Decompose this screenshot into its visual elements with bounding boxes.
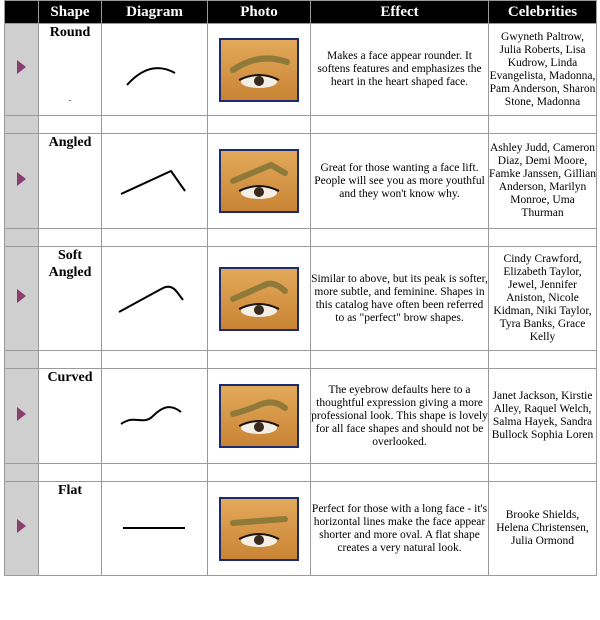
spacer-cell bbox=[311, 116, 489, 134]
row-expand-button[interactable] bbox=[5, 247, 39, 351]
eye-photo bbox=[219, 38, 299, 102]
diagram-angled bbox=[102, 134, 208, 229]
spacer-cell bbox=[208, 464, 311, 482]
play-triangle-icon bbox=[17, 172, 26, 186]
spacer-row bbox=[5, 229, 597, 247]
play-triangle-icon bbox=[17, 289, 26, 303]
row-expand-button[interactable] bbox=[5, 134, 39, 229]
table-row-curved bbox=[5, 369, 597, 464]
row-expand-button[interactable] bbox=[5, 369, 39, 464]
spacer-cell bbox=[489, 464, 597, 482]
shape-name-text: Round bbox=[49, 25, 91, 40]
eyebrow-shapes-table bbox=[4, 0, 597, 576]
effect-text: Great for those wanting a face lift. People will see you as more youthful and they won't know why. bbox=[311, 134, 489, 229]
celebrities-text: Ashley Judd, Cameron Diaz, Demi Moore, Famke Janssen, Gillian Anderson, Marilyn Monroe, Uma Thurman bbox=[489, 134, 597, 229]
shape-name: Angled bbox=[39, 134, 102, 229]
header-diagram: Diagram bbox=[102, 1, 208, 24]
photo-cell bbox=[208, 134, 311, 229]
shape-name: Soft Angled bbox=[39, 247, 102, 351]
spacer-cell bbox=[208, 229, 311, 247]
spacer-row bbox=[5, 464, 597, 482]
photo-cell bbox=[208, 247, 311, 351]
spacer-cell bbox=[489, 116, 597, 134]
spacer-row bbox=[5, 351, 597, 369]
shape-name: Flat bbox=[39, 482, 102, 576]
diagram-soft-angled bbox=[102, 247, 208, 351]
celebrities-text: Janet Jackson, Kirstie Alley, Raquel Welch, Salma Hayek, Sandra Bullock Sophia Loren bbox=[489, 369, 597, 464]
header-spacer bbox=[5, 1, 39, 24]
effect-text: The eyebrow defaults here to a thoughtful expression giving a more professional look. This shape is lovely for all face shapes and should not be overlooked. bbox=[311, 369, 489, 464]
spacer-cell bbox=[39, 116, 102, 134]
diagram-flat bbox=[102, 482, 208, 576]
spacer-row bbox=[5, 116, 597, 134]
curved-brow-diagram bbox=[105, 384, 205, 444]
photo-cell bbox=[208, 482, 311, 576]
spacer-cell bbox=[39, 351, 102, 369]
spacer-cell bbox=[102, 229, 208, 247]
play-triangle-icon bbox=[17, 407, 26, 421]
table-header-row bbox=[5, 1, 597, 24]
spacer-cell bbox=[5, 229, 39, 247]
celebrities-text: Brooke Shields, Helena Christensen, Julia Ormond bbox=[489, 482, 597, 576]
table-row-soft-angled bbox=[5, 247, 597, 351]
table-row-angled bbox=[5, 134, 597, 229]
spacer-cell bbox=[489, 229, 597, 247]
eye-photo bbox=[219, 384, 299, 448]
spacer-cell bbox=[5, 351, 39, 369]
spacer-cell bbox=[5, 116, 39, 134]
spacer-cell bbox=[208, 116, 311, 134]
header-shape: Shape bbox=[39, 1, 102, 24]
play-triangle-icon bbox=[17, 519, 26, 533]
row-expand-button[interactable] bbox=[5, 482, 39, 576]
stray-mark: - bbox=[68, 95, 72, 105]
spacer-cell bbox=[208, 351, 311, 369]
spacer-cell bbox=[39, 229, 102, 247]
header-photo: Photo bbox=[208, 1, 311, 24]
eye-photo bbox=[219, 497, 299, 561]
shape-name bbox=[39, 24, 102, 116]
table-row-round bbox=[5, 24, 597, 116]
round-brow-diagram bbox=[105, 37, 205, 97]
header-effect: Effect bbox=[311, 1, 489, 24]
spacer-cell bbox=[5, 464, 39, 482]
spacer-cell bbox=[489, 351, 597, 369]
effect-text: Makes a face appear rounder. It softens features and emphasizes the heart in the heart shaped face. bbox=[311, 24, 489, 116]
photo-cell bbox=[208, 369, 311, 464]
eye-photo bbox=[219, 149, 299, 213]
spacer-cell bbox=[311, 351, 489, 369]
spacer-cell bbox=[102, 116, 208, 134]
flat-brow-diagram bbox=[105, 496, 205, 556]
celebrities-text: Cindy Crawford, Elizabeth Taylor, Jewel, Jennifer Aniston, Nicole Kidman, Niki Taylor, Tyra Banks, Grace Kelly bbox=[489, 247, 597, 351]
angled-brow-diagram bbox=[105, 149, 205, 209]
table-row-flat bbox=[5, 482, 597, 576]
spacer-cell bbox=[311, 229, 489, 247]
eye-photo bbox=[219, 267, 299, 331]
shape-name: Curved bbox=[39, 369, 102, 464]
spacer-cell bbox=[39, 464, 102, 482]
play-triangle-icon bbox=[17, 60, 26, 74]
photo-cell bbox=[208, 24, 311, 116]
header-celebrities: Celebrities bbox=[489, 1, 597, 24]
diagram-round bbox=[102, 24, 208, 116]
row-expand-button[interactable] bbox=[5, 24, 39, 116]
celebrities-text: Gwyneth Paltrow, Julia Roberts, Lisa Kudrow, Linda Evangelista, Madonna, Pam Anderson, Sharon Stone, Madonna bbox=[489, 24, 597, 116]
spacer-cell bbox=[102, 351, 208, 369]
spacer-cell bbox=[311, 464, 489, 482]
diagram-curved bbox=[102, 369, 208, 464]
spacer-cell bbox=[102, 464, 208, 482]
soft-angled-brow-diagram bbox=[105, 266, 205, 326]
effect-text: Perfect for those with a long face - it's horizontal lines make the face appear shorter and more oval. A flat shape creates a very natural look. bbox=[311, 482, 489, 576]
effect-text: Similar to above, but its peak is softer, more subtle, and feminine. Shapes in this catalog have often been referred to as "perfect" brow shapes. bbox=[311, 247, 489, 351]
